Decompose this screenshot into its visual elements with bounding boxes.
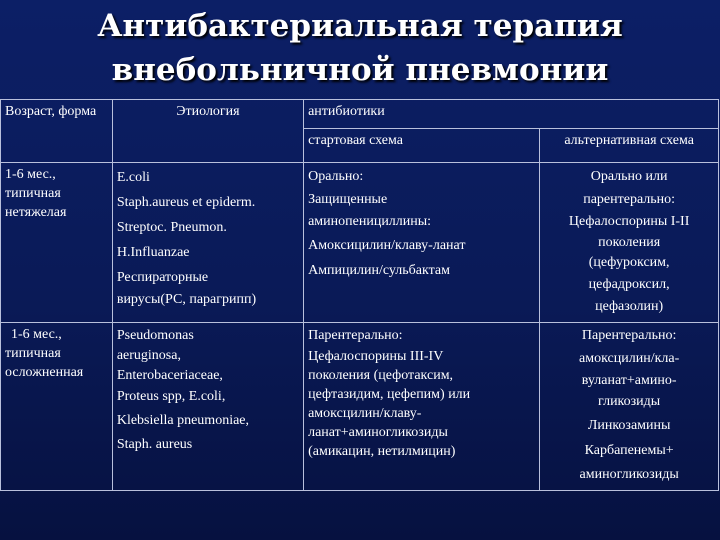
etiology-cell [112,163,303,323]
start-scheme-cell [304,323,540,491]
table-row [1,163,719,323]
age-cell [1,323,113,491]
cell-line: Enterobaceriaceae, [116,368,223,383]
cell-line: Амоксицилин/клаву-ланат [308,238,466,253]
slide-title [0,4,720,92]
cell-line: Защищенные [308,192,388,207]
cell-line: цефадроксил, [588,277,670,292]
etiology-cell [112,323,303,491]
cell-line: вирусы(РС, парагрипп) [116,292,257,307]
cell-line: aeruginosa, [116,348,181,363]
cell-line: амоксцилин/кла- [579,351,680,366]
header-antibiotics: антибиотики [304,100,719,129]
cell-line: Цефалоспорины III-IV [308,349,444,364]
slide-title-line-2: внебольничной пневмонии [111,52,609,88]
header-age: Возраст, форма [1,100,113,163]
cell-line: Klebsiella pneumoniae, [116,413,250,428]
cell-line: цефтазидим, цефепим) или [308,387,471,402]
header-row [1,100,719,129]
cell-line: Орально: [308,169,364,184]
cell-line: Парентерально: [308,328,403,343]
table-row [1,323,719,491]
cell-line: амоксцилин/клаву- [308,406,422,421]
header-alt-scheme: альтернативная схема [540,129,719,163]
cell-line: поколения [598,235,661,250]
cell-line: Staph. aureus [116,437,193,452]
cell-line: Орально или [590,169,668,184]
cell-line: (цефуроксим, [588,255,670,270]
cell-line: типичная [5,346,61,361]
cell-line: Streptoc. Pneumon. [116,220,227,235]
alt-scheme-cell [540,323,719,491]
cell-line: E.coli [116,170,150,185]
cell-line: Карбапенемы+ [584,443,674,458]
cell-line: цефазолин) [595,299,664,314]
header-etiology: Этиология [112,100,303,163]
cell-line: аминопенициллины: [308,214,432,229]
cell-line: (амикацин, нетилмицин) [308,444,456,459]
cell-line: Респираторные [116,270,209,285]
therapy-table [0,99,719,491]
cell-line: H.Influanzae [116,245,190,260]
cell-line: нетяжелая [5,205,67,220]
alt-scheme-cell [540,163,719,323]
cell-line: гликозиды [598,394,661,409]
cell-line: Proteus spp, E.coli, [116,389,226,404]
age-cell [1,163,113,323]
cell-line: Ампицилин/сульбактам [308,263,450,278]
cell-line: поколения (цефотаксим, [308,368,454,383]
cell-line: Pseudomonas [116,328,194,343]
cell-line: аминогликозиды [579,467,679,482]
cell-line: ланат+аминогликозиды [308,425,448,440]
cell-line: 1-6 мес., [11,327,62,342]
cell-line: Staph.aureus et epiderm. [116,195,256,210]
cell-line: парентерально: [583,192,676,207]
cell-line: Цефалоспорины I-II [568,214,690,229]
slide-title-line-1: Антибактериальная терапия [97,8,623,44]
cell-line: Линкозамины [587,418,671,433]
cell-line: осложненная [5,365,84,380]
header-start-scheme: стартовая схема [304,129,540,163]
start-scheme-cell [304,163,540,323]
cell-line: 1-6 мес., [5,167,56,182]
cell-line: Парентерально: [581,328,677,343]
cell-line: вуланат+амино- [581,373,677,388]
cell-line: типичная [5,186,61,201]
